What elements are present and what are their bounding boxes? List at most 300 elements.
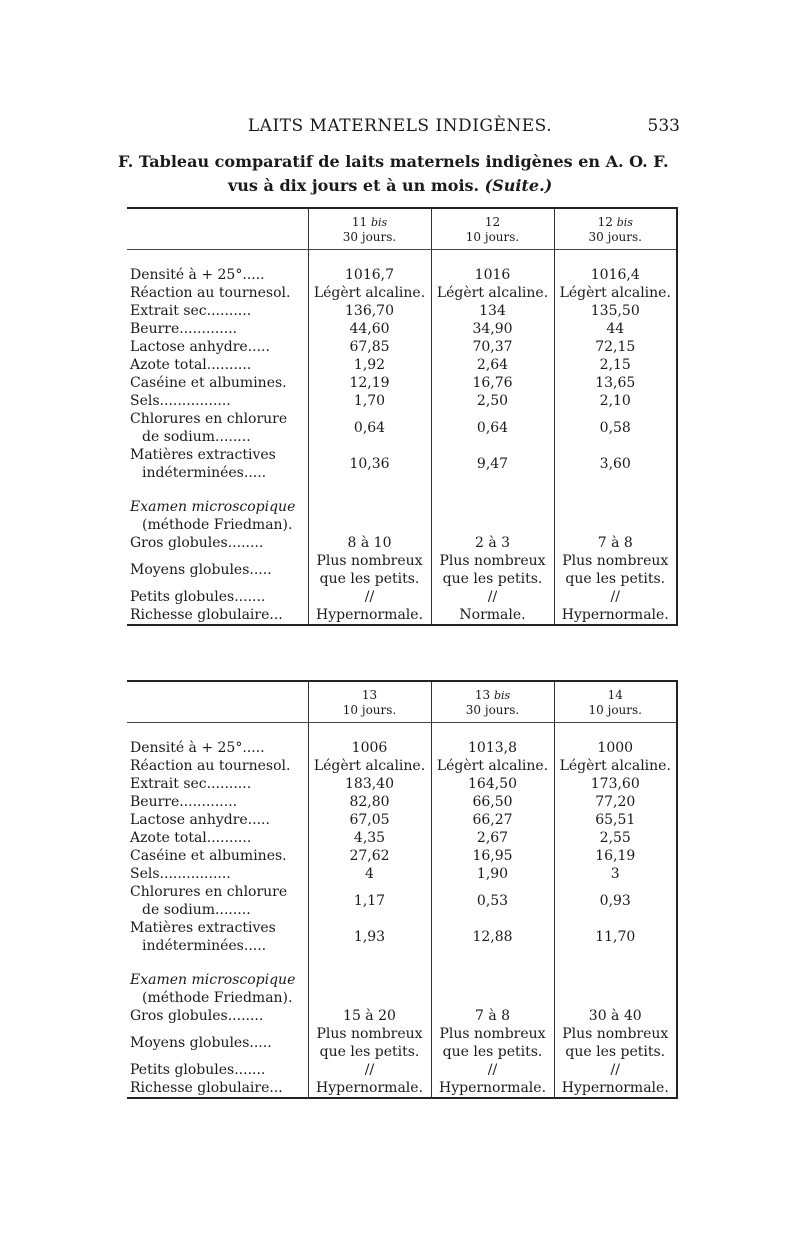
cell-value: 1,93 bbox=[353, 929, 386, 945]
running-head-title: LAITS MATERNELS INDIGÈNES. bbox=[247, 116, 553, 136]
column-sample bbox=[435, 215, 551, 230]
table-row bbox=[127, 534, 677, 552]
table-row bbox=[127, 793, 677, 811]
caption-line-2-text: vus à dix jours et à un mois. bbox=[228, 176, 480, 195]
table-cell bbox=[431, 410, 554, 446]
table-cell bbox=[431, 739, 554, 757]
table-cell bbox=[554, 552, 677, 588]
row-label bbox=[127, 284, 308, 302]
cell-value: 1016 bbox=[474, 267, 511, 283]
table-cell bbox=[431, 356, 554, 374]
row-label-line-2: de sodium........ bbox=[142, 429, 251, 445]
table-header-row bbox=[127, 208, 677, 250]
row-label bbox=[127, 739, 308, 757]
table-cell bbox=[431, 392, 554, 410]
header-blank bbox=[127, 681, 308, 723]
row-label bbox=[127, 793, 308, 811]
row-label-line-2: (méthode Friedman). bbox=[142, 517, 293, 533]
cell-value: 0,93 bbox=[599, 893, 631, 909]
cell-value: 2 à 3 bbox=[474, 535, 511, 551]
cell-value: 44 bbox=[606, 321, 625, 337]
table-row bbox=[127, 606, 677, 625]
row-label bbox=[127, 552, 308, 588]
milk-table-2 bbox=[127, 680, 678, 1099]
cell-value: 1,17 bbox=[353, 893, 386, 909]
table-row bbox=[127, 883, 677, 919]
cell-value: Hypernormale. bbox=[315, 607, 424, 623]
table-cell bbox=[554, 847, 677, 865]
cell-value: Hypernormale. bbox=[438, 1080, 547, 1096]
table-cell bbox=[308, 793, 431, 811]
table-cell bbox=[308, 1025, 431, 1061]
column-header bbox=[431, 208, 554, 250]
row-label-line: Densité à + 25°..... bbox=[130, 267, 265, 283]
sample-number: 13 bbox=[474, 687, 491, 702]
cell-value: Plus nombreux bbox=[562, 1026, 669, 1042]
row-label bbox=[127, 374, 308, 392]
sample-period: 30 jours. bbox=[342, 229, 397, 244]
sample-bis: bis bbox=[616, 215, 633, 229]
cell-value: 27,62 bbox=[349, 848, 390, 864]
cell-value: 82,80 bbox=[349, 794, 390, 810]
row-label bbox=[127, 606, 308, 625]
table-row bbox=[127, 1079, 677, 1098]
row-label-line: Gros globules........ bbox=[130, 535, 264, 551]
table-row bbox=[127, 971, 677, 1007]
cell-value: 9,47 bbox=[476, 456, 509, 472]
table-cell bbox=[308, 284, 431, 302]
cell-value: 16,76 bbox=[472, 375, 513, 391]
row-label bbox=[127, 1025, 308, 1061]
table-cell bbox=[431, 757, 554, 775]
table-cell bbox=[554, 811, 677, 829]
cell-value: // bbox=[610, 589, 620, 605]
table-cell bbox=[431, 320, 554, 338]
row-label-line: Caséine et albumines. bbox=[130, 848, 287, 864]
table-cell bbox=[554, 793, 677, 811]
table-cell bbox=[431, 811, 554, 829]
cell-value: 10,36 bbox=[349, 456, 390, 472]
row-label bbox=[127, 356, 308, 374]
row-label bbox=[127, 757, 308, 775]
cell-value: 1016,4 bbox=[590, 267, 640, 283]
sample-period: 30 jours. bbox=[588, 229, 642, 244]
cell-value: 2,50 bbox=[476, 393, 509, 409]
table-cell bbox=[554, 606, 677, 625]
row-label bbox=[127, 410, 308, 446]
row-label bbox=[127, 971, 308, 1007]
table-cell bbox=[308, 811, 431, 829]
table-cell bbox=[431, 1025, 554, 1061]
cell-value: Plus nombreux bbox=[439, 1026, 546, 1042]
column-header bbox=[431, 681, 554, 723]
table-row bbox=[127, 374, 677, 392]
cell-value: // bbox=[364, 1062, 375, 1078]
table-row bbox=[127, 498, 677, 534]
cell-value: Normale. bbox=[459, 607, 526, 623]
row-label-line: Chlorures en chlorure bbox=[130, 411, 288, 427]
table-cell bbox=[308, 739, 431, 757]
column-sample bbox=[558, 688, 674, 703]
spacer-row bbox=[127, 723, 677, 740]
cell-value: 183,40 bbox=[345, 776, 394, 792]
cell-value-2: que les petits. bbox=[565, 571, 666, 587]
cell-value: 4,35 bbox=[353, 830, 386, 846]
table-cell bbox=[308, 971, 431, 1007]
cell-value: 13,65 bbox=[595, 375, 636, 391]
table-row bbox=[127, 552, 677, 588]
table-cell bbox=[431, 302, 554, 320]
table-cell bbox=[308, 392, 431, 410]
sample-period: 30 jours. bbox=[465, 702, 520, 717]
cell-value: 15 à 20 bbox=[343, 1008, 396, 1024]
row-label bbox=[127, 302, 308, 320]
table-cell bbox=[554, 757, 677, 775]
table-row bbox=[127, 919, 677, 955]
cell-value: Légèrt alcaline. bbox=[313, 758, 426, 774]
cell-value: // bbox=[487, 589, 498, 605]
cell-value: Légèrt alcaline. bbox=[436, 285, 549, 301]
table-row bbox=[127, 266, 677, 284]
row-label-line: Caséine et albumines. bbox=[130, 375, 287, 391]
row-label-line: Chlorures en chlorure bbox=[130, 884, 288, 900]
cell-value: Plus nombreux bbox=[562, 553, 669, 569]
table-cell bbox=[554, 392, 677, 410]
table-row bbox=[127, 446, 677, 482]
cell-value: Plus nombreux bbox=[316, 553, 423, 569]
row-label bbox=[127, 338, 308, 356]
row-label-line: Richesse globulaire... bbox=[130, 607, 283, 623]
cell-value: 66,50 bbox=[472, 794, 513, 810]
table-cell bbox=[554, 446, 677, 482]
milk-table-1 bbox=[127, 207, 678, 626]
table-cell bbox=[308, 883, 431, 919]
table-cell bbox=[554, 534, 677, 552]
row-label bbox=[127, 883, 308, 919]
cell-value-2: que les petits. bbox=[442, 571, 543, 587]
row-label bbox=[127, 320, 308, 338]
row-label-line: Extrait sec.......... bbox=[130, 776, 252, 792]
row-label-line: Examen microscopique bbox=[130, 499, 296, 515]
row-label-line: Moyens globules..... bbox=[130, 1035, 272, 1051]
cell-value: 70,37 bbox=[472, 339, 513, 355]
table-cell bbox=[431, 534, 554, 552]
cell-value: Plus nombreux bbox=[316, 1026, 423, 1042]
table-cell bbox=[431, 793, 554, 811]
cell-value: // bbox=[610, 1062, 620, 1078]
caption-line-2 bbox=[228, 176, 552, 195]
cell-value: Plus nombreux bbox=[439, 553, 546, 569]
table-cell bbox=[554, 338, 677, 356]
table-row bbox=[127, 320, 677, 338]
cell-value: Légèrt alcaline. bbox=[559, 285, 671, 301]
table-cell bbox=[554, 971, 677, 1007]
cell-value: 1000 bbox=[597, 740, 634, 756]
cell-value: 11,70 bbox=[595, 929, 636, 945]
row-label bbox=[127, 588, 308, 606]
cell-value: 0,64 bbox=[353, 420, 386, 436]
cell-value: 1013,8 bbox=[468, 740, 517, 756]
table-row bbox=[127, 1061, 677, 1079]
table-cell bbox=[431, 606, 554, 625]
row-label bbox=[127, 775, 308, 793]
table-cell bbox=[308, 410, 431, 446]
row-label-line-2: indéterminées..... bbox=[142, 465, 267, 481]
table-cell bbox=[308, 498, 431, 534]
row-label-line: Beurre............. bbox=[130, 321, 238, 337]
table-row bbox=[127, 356, 677, 374]
cell-value: 66,27 bbox=[472, 812, 513, 828]
cell-value: 2,10 bbox=[599, 393, 631, 409]
table-row bbox=[127, 410, 677, 446]
table-cell bbox=[554, 302, 677, 320]
table-cell bbox=[308, 446, 431, 482]
table-cell bbox=[431, 775, 554, 793]
table-cell bbox=[431, 498, 554, 534]
row-label-line: Beurre............. bbox=[130, 794, 238, 810]
column-sample bbox=[435, 688, 551, 703]
table-cell bbox=[308, 356, 431, 374]
row-label bbox=[127, 847, 308, 865]
row-label-line: Sels................ bbox=[130, 866, 231, 882]
cell-value: 1,90 bbox=[476, 866, 509, 882]
cell-value: 12,88 bbox=[472, 929, 513, 945]
row-label bbox=[127, 811, 308, 829]
cell-value: // bbox=[487, 1062, 498, 1078]
table-cell bbox=[431, 1061, 554, 1079]
column-sample bbox=[312, 688, 428, 703]
row-label bbox=[127, 919, 308, 955]
table-row bbox=[127, 392, 677, 410]
cell-value: Légèrt alcaline. bbox=[559, 758, 671, 774]
caption-suite: (Suite.) bbox=[484, 176, 553, 195]
row-label bbox=[127, 534, 308, 552]
row-label-line: Réaction au tournesol. bbox=[130, 758, 291, 774]
sample-period: 10 jours. bbox=[342, 702, 397, 717]
table-cell bbox=[308, 552, 431, 588]
row-label-line: Matières extractives bbox=[130, 447, 276, 463]
sample-number: 11 bbox=[351, 214, 368, 229]
cell-value: 2,64 bbox=[476, 357, 509, 373]
cell-value: 3,60 bbox=[599, 456, 631, 472]
cell-value: 7 à 8 bbox=[474, 1008, 511, 1024]
table-cell bbox=[308, 374, 431, 392]
table-cell bbox=[308, 266, 431, 284]
sample-number: 12 bbox=[484, 214, 501, 229]
table-cell bbox=[554, 1007, 677, 1025]
cell-value: 30 à 40 bbox=[588, 1008, 642, 1024]
sample-number: 12 bbox=[597, 214, 613, 229]
table-cell bbox=[554, 1025, 677, 1061]
sample-period: 10 jours. bbox=[588, 702, 642, 717]
page-number: 533 bbox=[647, 116, 680, 136]
cell-value: 16,19 bbox=[595, 848, 636, 864]
table-cell bbox=[554, 919, 677, 955]
table-row bbox=[127, 338, 677, 356]
table-row bbox=[127, 847, 677, 865]
table-row bbox=[127, 775, 677, 793]
cell-value: 0,64 bbox=[476, 420, 509, 436]
table-cell bbox=[308, 757, 431, 775]
table-cell bbox=[554, 284, 677, 302]
row-label bbox=[127, 1079, 308, 1098]
row-label-line: Densité à + 25°..... bbox=[130, 740, 265, 756]
row-label bbox=[127, 266, 308, 284]
cell-value: Légèrt alcaline. bbox=[313, 285, 426, 301]
row-label-line: Azote total.......... bbox=[130, 830, 252, 846]
sample-number: 14 bbox=[607, 687, 623, 702]
cell-value: 72,15 bbox=[595, 339, 636, 355]
cell-value-2: que les petits. bbox=[565, 1044, 666, 1060]
cell-value: 77,20 bbox=[595, 794, 636, 810]
table-cell bbox=[554, 775, 677, 793]
row-label bbox=[127, 392, 308, 410]
row-label-line: Matières extractives bbox=[130, 920, 276, 936]
table-cell bbox=[308, 1079, 431, 1098]
table-cell bbox=[431, 446, 554, 482]
row-label bbox=[127, 446, 308, 482]
cell-value: Hypernormale. bbox=[315, 1080, 424, 1096]
cell-value: 67,05 bbox=[349, 812, 390, 828]
cell-value: 4 bbox=[365, 866, 374, 882]
table-cell bbox=[308, 919, 431, 955]
cell-value: 1006 bbox=[351, 740, 388, 756]
row-label-line: Lactose anhydre..... bbox=[130, 339, 270, 355]
row-label bbox=[127, 1061, 308, 1079]
table-header-row bbox=[127, 681, 677, 723]
row-label-line: Azote total.......... bbox=[130, 357, 252, 373]
table-cell bbox=[431, 919, 554, 955]
table-cell bbox=[431, 338, 554, 356]
table-cell bbox=[308, 302, 431, 320]
cell-value: Légèrt alcaline. bbox=[436, 758, 549, 774]
table-cell bbox=[431, 552, 554, 588]
row-label-line: Moyens globules..... bbox=[130, 562, 272, 578]
cell-value: // bbox=[364, 589, 375, 605]
table-cell bbox=[308, 829, 431, 847]
row-label-line: Petits globules....... bbox=[130, 589, 266, 605]
table-cell bbox=[431, 829, 554, 847]
cell-value: 134 bbox=[479, 303, 506, 319]
row-label-line: Extrait sec.......... bbox=[130, 303, 252, 319]
sample-bis: bis bbox=[493, 688, 511, 702]
cell-value: 2,67 bbox=[476, 830, 509, 846]
column-header bbox=[554, 208, 677, 250]
cell-value: 1,70 bbox=[353, 393, 386, 409]
caption-line-1: F. Tableau comparatif de laits maternels indigènes en A. O. F. bbox=[118, 152, 669, 171]
table-cell bbox=[431, 374, 554, 392]
cell-value-2: que les petits. bbox=[319, 1044, 420, 1060]
cell-value: 7 à 8 bbox=[597, 535, 633, 551]
cell-value: 67,85 bbox=[349, 339, 390, 355]
row-label-line-2: (méthode Friedman). bbox=[142, 990, 293, 1006]
table-cell bbox=[308, 338, 431, 356]
row-label bbox=[127, 865, 308, 883]
table-cell bbox=[431, 1079, 554, 1098]
table-cell bbox=[554, 498, 677, 534]
cell-value: 135,50 bbox=[590, 303, 640, 319]
table-cell bbox=[554, 374, 677, 392]
row-label-line: Examen microscopique bbox=[130, 972, 296, 988]
row-label-line: Gros globules........ bbox=[130, 1008, 264, 1024]
table-cell bbox=[554, 410, 677, 446]
column-header bbox=[308, 208, 431, 250]
sample-number: 13 bbox=[361, 687, 378, 702]
table-cell bbox=[308, 606, 431, 625]
row-label-line: Réaction au tournesol. bbox=[130, 285, 291, 301]
column-header bbox=[554, 681, 677, 723]
spacer-row bbox=[127, 250, 677, 267]
table-row bbox=[127, 1007, 677, 1025]
table-cell bbox=[554, 1061, 677, 1079]
table-row bbox=[127, 865, 677, 883]
row-label-line: Richesse globulaire... bbox=[130, 1080, 283, 1096]
row-label bbox=[127, 498, 308, 534]
table-cell bbox=[431, 284, 554, 302]
cell-value: 65,51 bbox=[595, 812, 636, 828]
table-row bbox=[127, 829, 677, 847]
table-row bbox=[127, 284, 677, 302]
table-cell bbox=[308, 588, 431, 606]
cell-value: 173,60 bbox=[590, 776, 640, 792]
cell-value: 3 bbox=[610, 866, 620, 882]
cell-value: 0,53 bbox=[476, 893, 509, 909]
column-sample bbox=[312, 215, 428, 230]
table-caption bbox=[118, 152, 688, 204]
header-blank bbox=[127, 208, 308, 250]
table-row bbox=[127, 811, 677, 829]
table-cell bbox=[308, 1007, 431, 1025]
table-row bbox=[127, 302, 677, 320]
table-row bbox=[127, 739, 677, 757]
cell-value-2: que les petits. bbox=[442, 1044, 543, 1060]
table-row bbox=[127, 1025, 677, 1061]
spacer-row bbox=[127, 955, 677, 971]
table-cell bbox=[431, 883, 554, 919]
table-cell bbox=[431, 588, 554, 606]
table-cell bbox=[308, 320, 431, 338]
column-sample bbox=[558, 215, 674, 230]
cell-value: 0,58 bbox=[599, 420, 631, 436]
cell-value: 8 à 10 bbox=[347, 535, 392, 551]
spacer-row bbox=[127, 482, 677, 498]
row-label-line-2: de sodium........ bbox=[142, 902, 251, 918]
cell-value: 16,95 bbox=[472, 848, 513, 864]
cell-value: Hypernormale. bbox=[561, 1080, 669, 1096]
column-header bbox=[308, 681, 431, 723]
cell-value: 2,15 bbox=[599, 357, 631, 373]
table-cell bbox=[431, 266, 554, 284]
cell-value: 12,19 bbox=[349, 375, 390, 391]
table-cell bbox=[554, 320, 677, 338]
cell-value: Hypernormale. bbox=[561, 607, 669, 623]
cell-value: 44,60 bbox=[349, 321, 390, 337]
table-cell bbox=[554, 865, 677, 883]
table-cell bbox=[554, 829, 677, 847]
table-cell bbox=[308, 534, 431, 552]
table-cell bbox=[431, 865, 554, 883]
table-cell bbox=[308, 865, 431, 883]
row-label bbox=[127, 829, 308, 847]
cell-value-2: que les petits. bbox=[319, 571, 420, 587]
cell-value: 34,90 bbox=[472, 321, 513, 337]
row-label-line: Petits globules....... bbox=[130, 1062, 266, 1078]
table-cell bbox=[431, 971, 554, 1007]
table-cell bbox=[431, 1007, 554, 1025]
table-cell bbox=[554, 1079, 677, 1098]
cell-value: 164,50 bbox=[468, 776, 517, 792]
table-cell bbox=[554, 883, 677, 919]
